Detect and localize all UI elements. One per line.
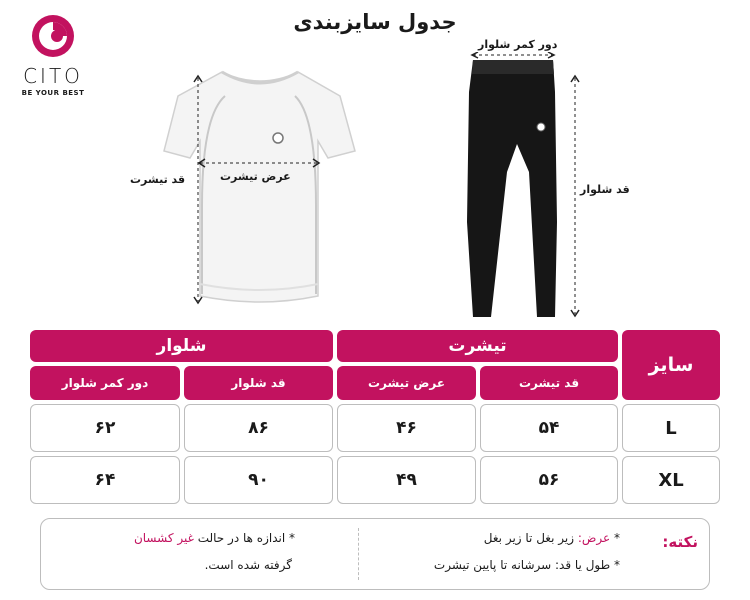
table-cell-pants-waist: ۶۴ (30, 456, 180, 504)
table-cell-tshirt-length: ۵۶ (480, 456, 618, 504)
pants-illustration (455, 52, 595, 322)
note-measure-suffix: گرفته شده است. (204, 558, 292, 572)
note-width-line (484, 531, 620, 545)
tshirt-header: تیشرت (337, 330, 618, 362)
pants-length-label: قد شلوار (580, 183, 630, 196)
note-length-line (434, 558, 620, 572)
table-cell-pants-length: ۸۶ (184, 404, 333, 452)
tshirt-length-header: قد تیشرت (480, 366, 618, 400)
pants-waist-header: دور کمر شلوار (30, 366, 180, 400)
note-width-label: عرض: (577, 531, 611, 545)
note-measure-line (134, 531, 295, 545)
pants-header: شلوار (30, 330, 333, 362)
bullet: * (285, 531, 295, 545)
table-cell-tshirt-length: ۵۴ (480, 404, 618, 452)
note-width-text: زیر بغل تا زیر بغل (483, 531, 574, 545)
pants-length-header: قد شلوار (184, 366, 333, 400)
bullet: * (610, 558, 620, 572)
bullet: * (610, 531, 620, 545)
table-cell-tshirt-width: ۴۶ (337, 404, 476, 452)
pants-waist-label: دور کمر شلوار (478, 38, 558, 51)
note-title: نکته: (662, 533, 698, 551)
note-divider (358, 528, 359, 580)
logo-wordmark: CITO (23, 64, 83, 88)
tshirt-width-label: عرض تیشرت (220, 170, 291, 183)
tshirt-width-header: عرض تیشرت (337, 366, 476, 400)
note-length-text: طول یا قد: سرشانه تا پایین تیشرت (433, 558, 611, 572)
table-cell-size: XL (622, 456, 720, 504)
table-cell-pants-waist: ۶۲ (30, 404, 180, 452)
size-header: سایز (622, 330, 720, 400)
note-measure-prefix: اندازه ها در حالت (197, 531, 286, 545)
table-cell-tshirt-width: ۴۹ (337, 456, 476, 504)
page-title: جدول سایزبندی (293, 10, 457, 34)
logo-tagline: BE YOUR BEST (21, 89, 85, 97)
note-box (40, 518, 710, 590)
table-cell-pants-length: ۹۰ (184, 456, 333, 504)
size-table (30, 330, 720, 504)
note-measure-highlight: غیر کشسان (133, 531, 194, 545)
table-cell-size: L (622, 404, 720, 452)
tshirt-length-label: قد تیشرت (130, 173, 186, 186)
